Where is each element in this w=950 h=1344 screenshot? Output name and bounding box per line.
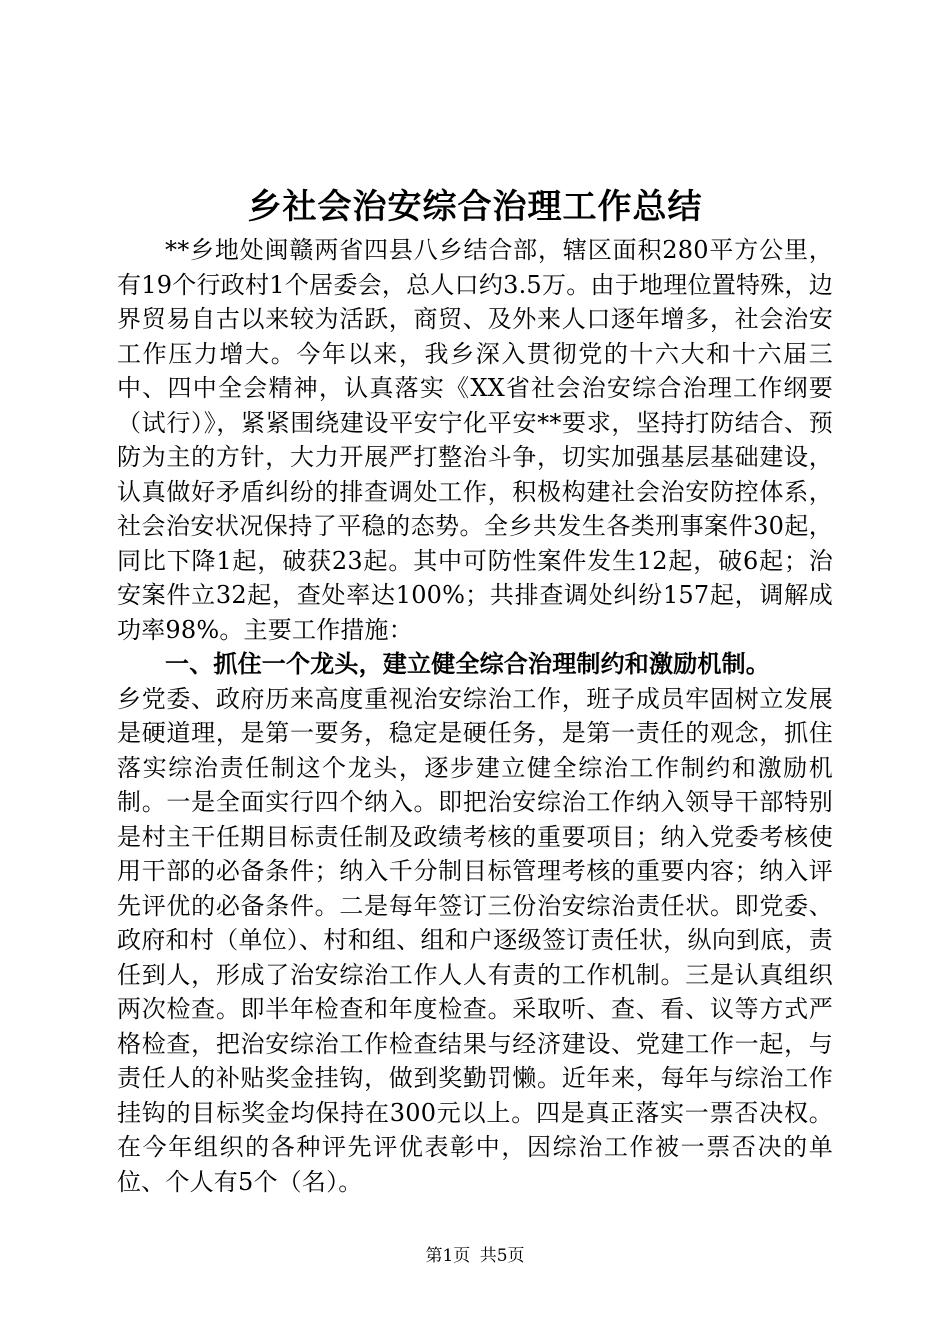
section-1-heading: 一、抓住一个龙头，建立健全综合治理制约和激励机制。 bbox=[165, 650, 770, 678]
section-1-paragraph: 乡党委、政府历来高度重视治安综治工作，班子成员牢固树立发展是硬道理，是第一要务，稳定是硬任务，是第一责任的观念，抓住落实综治责任制这个龙头，逐步建立健全综治工作制约和激励机制。一是全面实行四个纳入。即把治安综治工作纳入领导干部特别是村主干任期目标责任制及政绩考核的重要项目；纳入党委考核使用干部的必备条件；纳入千分制目标管理考核的重要内容；纳入评先评优的必备条件。二是每年签订三份治安综治责任状。即党委、政府和村（单位）、村和组、组和户逐级签订责任状，纵向到底，责任到人，形成了治安综治工作人人有责的工作机制。三是认真组织两次检查。即半年检查和年度检查。采取听、查、看、议等方式严格检查，把治安综治工作检查结果与经济建设、党建工作一起，与责任人的补贴奖金挂钩，做到奖勤罚懒。近年来，每年与综治工作挂钩的目标奖金均保持在300元以上。四是真正落实一票否决权。在今年组织的各种评先评优表彰中，因综治工作被一票否决的单位、个人有5个（名）。 bbox=[117, 684, 833, 1196]
page-footer bbox=[0, 1245, 950, 1267]
document-body bbox=[117, 233, 833, 1199]
page-number-total: 共5页 bbox=[479, 1246, 525, 1266]
page-number-current: 第1页 bbox=[425, 1246, 471, 1266]
intro-paragraph: **乡地处闽赣两省四县八乡结合部，辖区面积280平方公里，有19个行政村1个居委会，总人口约3.5万。由于地理位置特殊，边界贸易自古以来较为活跃，商贸、及外来人口逐年增多，社会治安工作压力增大。今年以来，我乡深入贯彻党的十六大和十六届三中、四中全会精神，认真落实《XX省社会治安综合治理工作纲要（试行）》，紧紧围绕建设平安宁化平安**要求，坚持打防结合、预防为主的方针，大力开展严打整治斗争，切实加强基层基础建设，认真做好矛盾纠纷的排查调处工作，积极构建社会治安防控体系，社会治安状况保持了平稳的态势。全乡共发生各类刑事案件30起，同比下降1起，破获23起。其中可防性案件发生12起，破6起；治安案件立32起，查处率达100%；共排查调处纠纷157起，调解成功率98%。主要工作措施： bbox=[117, 236, 833, 644]
document-title: 乡社会治安综合治理工作总结 bbox=[247, 187, 703, 227]
